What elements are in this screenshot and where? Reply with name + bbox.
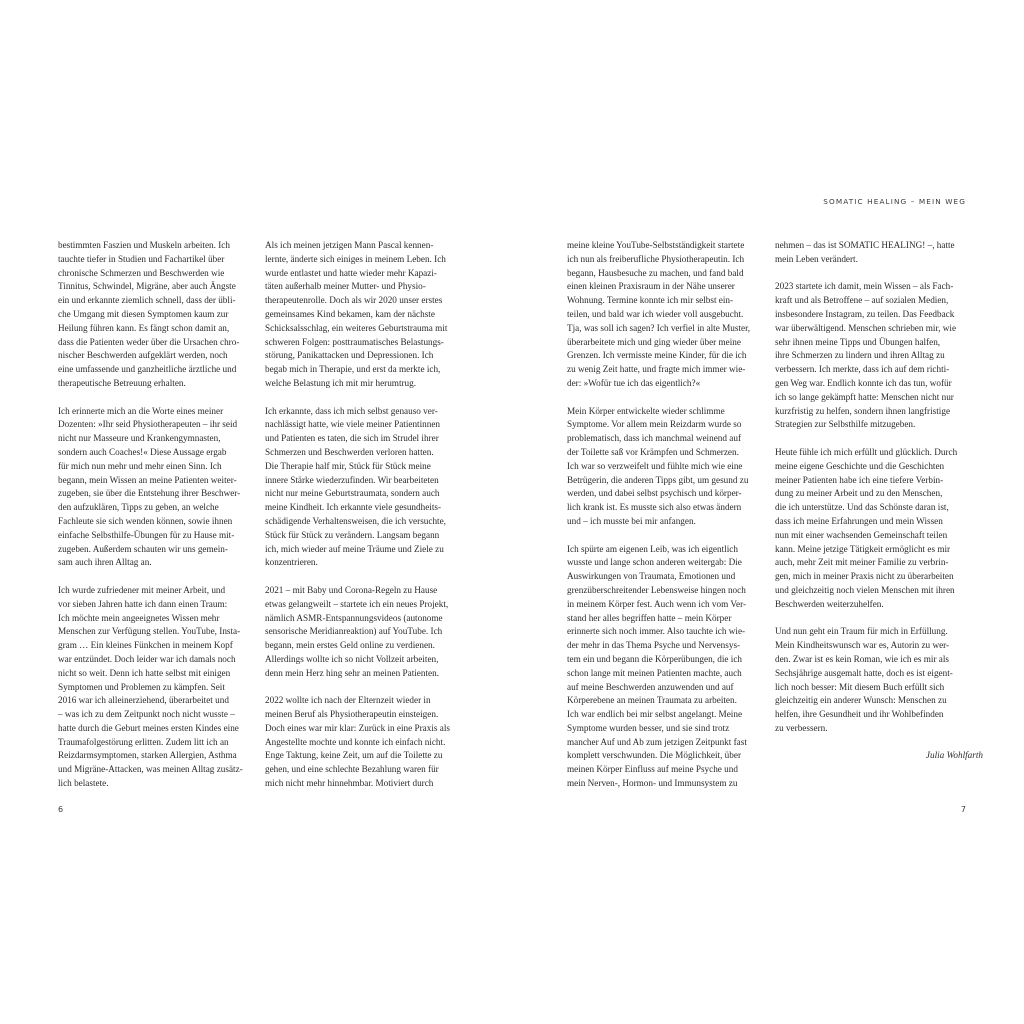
page-number-left: 6 <box>58 805 64 814</box>
paragraph: 2021 – mit Baby und Corona-Regeln zu Hause etwas gelangweilt – startete ich ein neues Projekt, nämlich ASMR-Entspannungsvideos (autonome sensorische Meridianreaktion) auf YouTube. Ich begann, mein erstes Geld online zu verdienen. Allerdings wollte ich so nicht Vollzeit arbeiten, denn mein Herz hing sehr an meinen Patienten. <box>265 584 449 678</box>
paragraph: Ich erinnerte mich an die Worte eines meiner Dozenten: »Ihr seid Physiotherapeuten – ihr seid nicht nur Masseure und Krankengymnasten, sondern auch Coaches!« Diese Aussage ergab für mich nun mehr und mehr einen Sinn. Ich begann, mein Wissen an meine Patienten weiter- zugeben, sie über die Entstehung ihrer Beschwer- den aufzuklären, Tipps zu geben, an welche Fachleute sie sich wenden können, sowie ihnen einfache Selbsthilfe-Übungen für zu Hause mit- zugeben. Außerdem schauten wir uns gemein- sam auch ihren Alltag an. <box>58 405 241 568</box>
paragraph: Als ich meinen jetzigen Mann Pascal kennen- lernte, änderte sich einiges in meinem Leben. Ich wurde entlastet und hatte wieder mehr Kapazi- täten außerhalb meiner Mutter- und Physio- therapeutenrolle. Doch als wir 2020 unser erstes gemeinsames Kind bekamen, kam der nächste Schicksalsschlag, ein weiteres Geburtstrauma mit schweren Folgen: posttraumatisches Belastungs- störung, Panikattacken und Depressionen. Ich begab mich in Therapie, und erst da merkte ich, welche Belastung ich mit mir herumtrug. <box>265 240 448 388</box>
left-page-column-2 <box>265 239 473 805</box>
running-head: SOMATIC HEALING – MEIN WEG <box>823 197 966 206</box>
author-signature: Julia Wohlfarth <box>925 750 983 761</box>
paragraph: 2023 startete ich damit, mein Wissen – als Fach- kraft und als Betroffene – auf sozialen Medien, insbesondere Instagram, zu teilen. Das Feedback war überwältigend. Menschen schrieben mir, wie sehr ihnen meine Tipps und Übungen halfen, ihre Schmerzen zu lindern und ihren Alltag zu verbessern. Ich merkte, dass ich auf dem richti- gen Weg war. Endlich konnte ich das tun, wofür ich so lange gekämpft hatte: Menschen nicht nur kurzfristig zu helfen, sondern ihnen langfristige Strategien zur Selbsthilfe mitzugeben. <box>775 281 957 430</box>
paragraph: nehmen – das ist SOMATIC HEALING! –, hatte mein Leben verändert. <box>775 240 955 264</box>
page-number-right: 7 <box>960 805 966 814</box>
right-page-column-1 <box>567 239 775 805</box>
right-page-column-2 <box>775 239 983 777</box>
paragraph: Und nun geht ein Traum für mich in Erfüllung. Mein Kindheitswunsch war es, Autorin zu wer- den. Zwar ist es kein Roman, wie ich es mir als Sechsjährige ausgemalt hatte, doch es ist eigent- lich noch besser: Mit diesem Buch erfüllt sich gleichzeitig ein anderer Wunsch: Menschen zu helfen, ihre Gesundheit und ihr Wohlbefinden zu verbessern. <box>775 626 953 733</box>
paragraph: meine kleine YouTube-Selbstständigkeit startete ich nun als freiberufliche Physiotherapeutin. Ich begann, Hausbesuche zu machen, und fand bald einen kleinen Praxisraum in der Nähe unserer Wohnung. Termine konnte ich mir selbst ein- teilen, und bald war ich wieder voll ausgebucht. Tja, was soll ich sagen? Ich verfiel in alte Muster, überarbeitete mich und ging wieder über meine Grenzen. Ich vermisste meine Kinder, für die ich zu wenig Zeit hatte, und fragte mich immer wie- der: »Wofür tue ich das eigentlich?« <box>567 240 751 388</box>
left-page-column-1 <box>58 239 266 805</box>
paragraph: 2022 wollte ich nach der Elternzeit wieder in meinen Beruf als Physiotherapeutin einsteigen. Doch eines war mir klar: Zurück in eine Praxis als Angestellte mochte und konnte ich einfach nicht. Enge Taktung, keine Zeit, um auf die Toilette zu gehen, und eine schlechte Bezahlung waren für mich nicht mehr hinnehmbar. Motiviert durch <box>265 695 450 789</box>
paragraph: Ich wurde zufriedener mit meiner Arbeit, und vor sieben Jahren hatte ich dann einen Traum: Ich möchte mein angeeignetes Wissen mehr Menschen zur Verfügung stellen. YouTube, Insta- gram … Ein kleines Fünkchen in meinem Kopf war entzündet. Doch leider war ich damals noch nicht so weit. Denn ich hatte selbst mit einigen Symptomen und Problemen zu kämpfen. Seit 2016 war ich alleinerziehend, überarbeitet und – was ich zu dem Zeitpunkt noch nicht wusste – hatte durch die Geburt meines ersten Kindes eine Traumafolgestörung erlitten. Zudem litt ich an Reizdarmsymptomen, starken Allergien, Asthma und Migräne-Attacken, was meinen Alltag zusätz- lich belastete. <box>58 584 243 789</box>
paragraph: Ich spürte am eigenen Leib, was ich eigentlich wusste und lange schon anderen weitergab: Die Auswirkungen von Traumata, Emotionen und grenzüberschreitender Lebensweise hingen noch in meinem Körper fest. Auch wenn ich vom Ver- stand her alles begriffen hatte – mein Körper erinnerte sich noch immer. Also tauchte ich wie- der mehr in das Thema Psyche und Nervensys- tem ein und begann die Körperübungen, die ich schon lange mit meinen Patienten machte, auch auf meine Beschwerden anzuwenden und auf Körperebene an meinen Traumata zu arbeiten. Ich war endlich bei mir selbst angelangt. Meine Symptome wurden besser, und sie sind trotz mancher Auf und Ab zum jetzigen Zeitpunkt fast komplett verschwunden. Die Möglichkeit, über meinen Körper Einfluss auf meine Psyche und mein Nerven-, Hormon- und Immunsystem zu <box>567 543 747 789</box>
paragraph: Heute fühle ich mich erfüllt und glücklich. Durch meine eigene Geschichte und die Geschichten meiner Patienten habe ich eine tiefere Verbin- dung zu meiner Arbeit und zu den Menschen, die ich unterstütze. Und das Schönste daran ist, dass ich meine Erfahrungen und mein Wissen nun mit einer wachsenden Gemeinschaft teilen kann. Meine jetzige Tätigkeit ermöglicht es mir auch, mehr Zeit mit meiner Familie zu verbrin- gen, mich in meiner Praxis nicht zu überarbeiten und gleichzeitig noch vielen Menschen mit ihren Beschwerden weiterzuhelfen. <box>775 446 958 609</box>
paragraph: Mein Körper entwickelte wieder schlimme Symptome. Vor allem mein Reizdarm wurde so problematisch, dass ich manchmal weinend auf der Toilette saß vor Krämpfen und Schmerzen. Ich war so verzweifelt und fühlte mich wie eine Betrügerin, die anderen Tipps gibt, um gesund zu werden, und dabei selbst psychisch und körper- lich krank ist. Es musste sich also etwas ändern und – ich musste bei mir anfangen. <box>567 405 749 526</box>
paragraph: bestimmten Faszien und Muskeln arbeiten. Ich tauchte tiefer in Studien und Fachartikel über chronische Schmerzen und Beschwerden wie Tinnitus, Schwindel, Migräne, aber auch Ängste ein und erkannte ziemlich schnell, dass der übli- che Umgang mit diesen Symptomen kaum zur Heilung führen kann. Es fängt schon damit an, dass die Patienten weder über die Ursachen chro- nischer Beschwerden aufgeklärt werden, noch eine umfassende und ganzheitliche ärztliche und therapeutische Betreuung erhalten. <box>58 240 240 388</box>
paragraph: Ich erkannte, dass ich mich selbst genauso ver- nachlässigt hatte, wie viele meiner Patientinnen und Patienten es taten, die sich im Strudel ihrer Schmerzen und Beschwerden verloren hatten. Die Therapie half mir, Stück für Stück meine innere Stärke wiederzufinden. Wir bearbeiteten nicht nur meine Geburtstraumata, sondern auch meine Kindheit. Ich erkannte viele gesundheits- schädigende Verhaltensweisen, die ich versuchte, Stück für Stück zu verändern. Langsam begann ich, mich wieder auf meine Träume und Ziele zu konzentrieren. <box>265 405 446 568</box>
